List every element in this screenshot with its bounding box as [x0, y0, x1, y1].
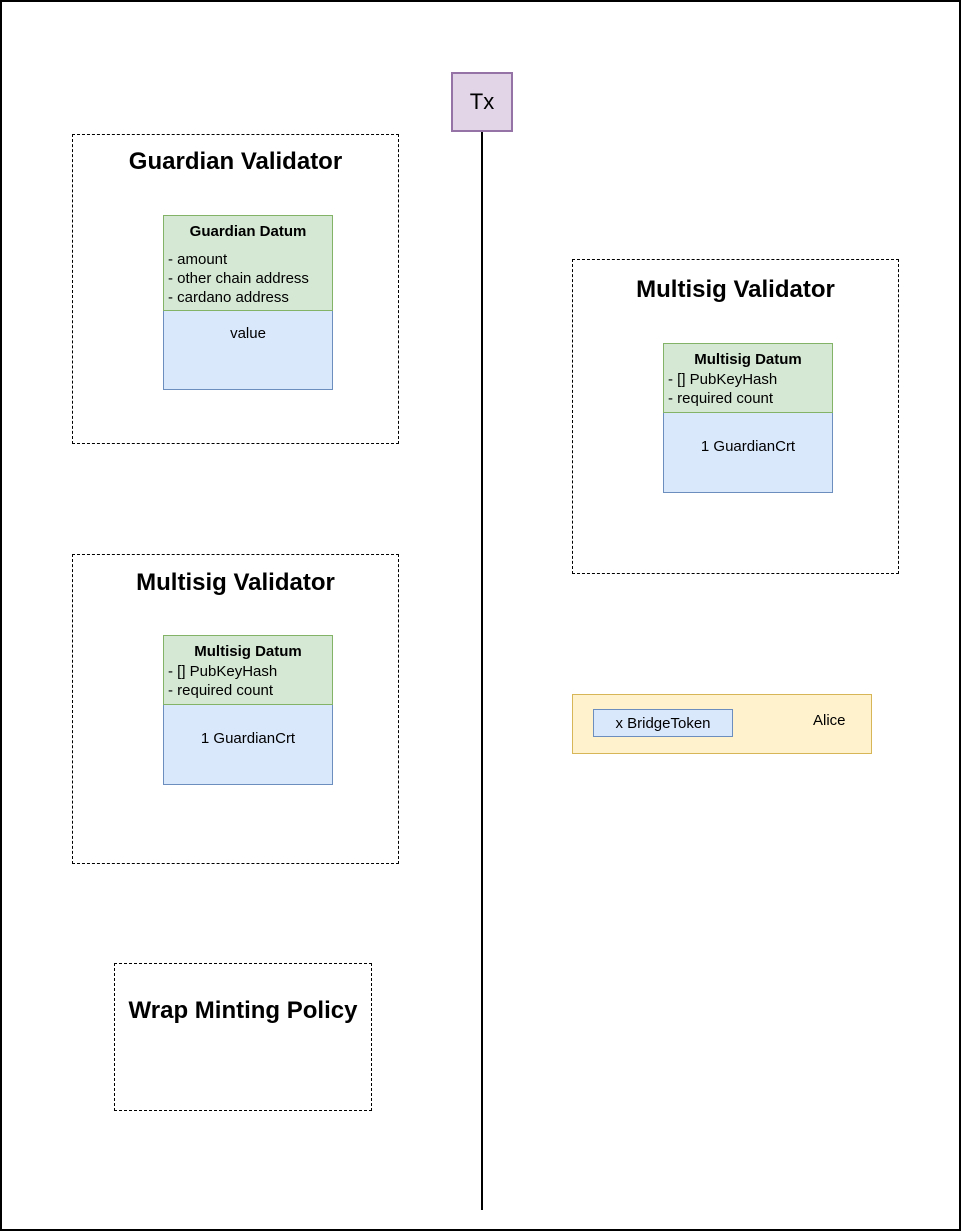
multisig-right-datum-box	[663, 343, 833, 413]
guardian-datum-field: - other chain address	[168, 270, 309, 287]
guardian-datum-box	[163, 215, 333, 311]
multisig-left-value-box	[163, 705, 333, 785]
guardian-value-label: value	[230, 325, 266, 342]
guardian-datum-field: - cardano address	[168, 289, 289, 306]
multisig-left-datum-box	[163, 635, 333, 705]
guardian-datum-utxo	[163, 215, 333, 390]
multisig-validator-right-title: Multisig Validator	[636, 276, 835, 303]
bridge-token-box	[593, 709, 733, 737]
multisig-left-datum-utxo	[163, 635, 333, 785]
guardian-validator-title: Guardian Validator	[128, 148, 343, 175]
multisig-left-datum-field: - [] PubKeyHash	[168, 663, 278, 680]
wrap-minting-policy-section	[114, 963, 372, 1111]
multisig-left-datum-field: - required count	[168, 682, 274, 699]
tx-box	[451, 72, 513, 132]
multisig-left-datum-title: Multisig Datum	[194, 643, 302, 660]
multisig-validator-left-section	[72, 554, 399, 864]
guardian-datum-fields	[164, 250, 332, 307]
bridge-token-label: x BridgeToken	[615, 714, 711, 732]
multisig-validator-right-section	[572, 259, 899, 574]
guardian-datum-title: Guardian Datum	[189, 223, 307, 240]
multisig-right-datum-field: - required count	[668, 390, 774, 407]
guardian-datum-field: - amount	[168, 251, 228, 268]
guardian-value-box	[163, 311, 333, 390]
multisig-right-value-label: 1 GuardianCrt	[700, 438, 796, 455]
wrap-minting-policy-title: Wrap Minting Policy	[128, 997, 358, 1024]
multisig-right-datum-title: Multisig Datum	[694, 351, 802, 368]
multisig-left-datum-fields	[164, 662, 332, 700]
tx-label: Tx	[469, 89, 495, 114]
guardian-validator-section	[72, 134, 399, 444]
multisig-right-datum-utxo	[663, 343, 833, 493]
multisig-right-datum-field: - [] PubKeyHash	[668, 371, 778, 388]
tx-timeline-line	[481, 132, 483, 1210]
multisig-right-value-box	[663, 413, 833, 493]
multisig-left-value-label: 1 GuardianCrt	[200, 730, 296, 747]
alice-output-box	[572, 694, 872, 754]
alice-owner-label: Alice	[813, 712, 846, 729]
multisig-right-datum-fields	[664, 370, 832, 408]
multisig-validator-left-title: Multisig Validator	[136, 569, 335, 596]
